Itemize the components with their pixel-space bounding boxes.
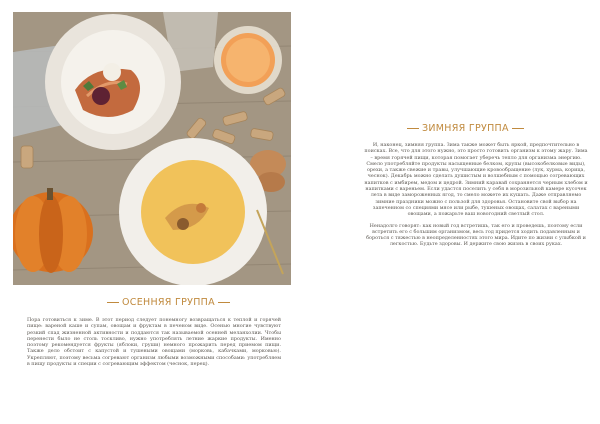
winter-heading — [404, 123, 527, 135]
heading-rule-right — [218, 302, 230, 303]
winter-paragraph: Ненадолго говорят: как новый год встретишь, так его и проведешь, поэтому если встретить его с большим организмом, весь год придется ходить подавленным и бороться с тяжестью в неопределенностях этого мира. Идите по жизни с улыбкой и легкостью. Будьте здоровы. И держите свою жизнь в своих руках. — [366, 222, 586, 248]
food-photo — [13, 12, 291, 285]
autumn-paragraph: Пора готовиться к зиме. В этот период следует понемногу возвращаться к теплой и горячей пище: вареной каше и супам, овощам и фруктам в печеном виде. Осенью многие чувствуют резкий спад жизненной активности и поддаются так называемой осенней меланхолии. Чтобы перенести было не столь тоскливо, нужно употреблять летние жаркие продукты. Именно поэтому рекомендуется фрукты (яблоки, груши) немного прожарить перед приемом пищи. Также дело обстоит с капустой и тушеными овощами (морковь, кабачками, морковью). Укрепляют, поэтому весьма согревают организм любыми возможными способами: употребляем в пищу продукты и специи с согревающим эффектом (чеснок, перец). — [27, 317, 281, 368]
heading-rule-left — [407, 128, 419, 129]
autumn-text — [27, 317, 281, 372]
autumn-heading-text: ОСЕННЯЯ ГРУППА — [122, 297, 215, 308]
winter-text — [363, 142, 589, 253]
winter-heading-text: ЗИМНЯЯ ГРУППА — [422, 123, 509, 134]
autumn-heading — [104, 297, 233, 309]
food-photo-illustration — [13, 12, 291, 285]
winter-paragraph: И, наконец, зимняя группа. Зима также может быть яркой, предпочтительно в поисках. Все, что для этого нужно, это просто готовить организм к этому жару. Зима – время горячей пищи, которая помогает уберечь тепло для организма энергию. Смело употребляйте продукты насыщенные белком, крупы (высокобелковые виды), орехи, а также свежие и травы, улучшающие кровообращение (лук, хурма, корица, чеснок). Декабрь можно сделать душистым и волшебным с помощью согревающих напитков с имбирем, медом и цедрой. Зимний каравай сохраняется черным хлебом и напитками с вареньем. Если удастся поселить у себя в морозильной камере кусочек лета в виде замороженных ягод, то смело можете их кушать. Даже отправляемо зимние праздники можно с пользой для здоровья. Остановите свой выбор на запеченном со специями мясе или рыбе, тушеных овощах, салатах с вареными овощами, а пожарьте ваш новогодний светлый стол. — [364, 142, 588, 218]
heading-rule-left — [107, 302, 119, 303]
heading-rule-right — [512, 128, 524, 129]
